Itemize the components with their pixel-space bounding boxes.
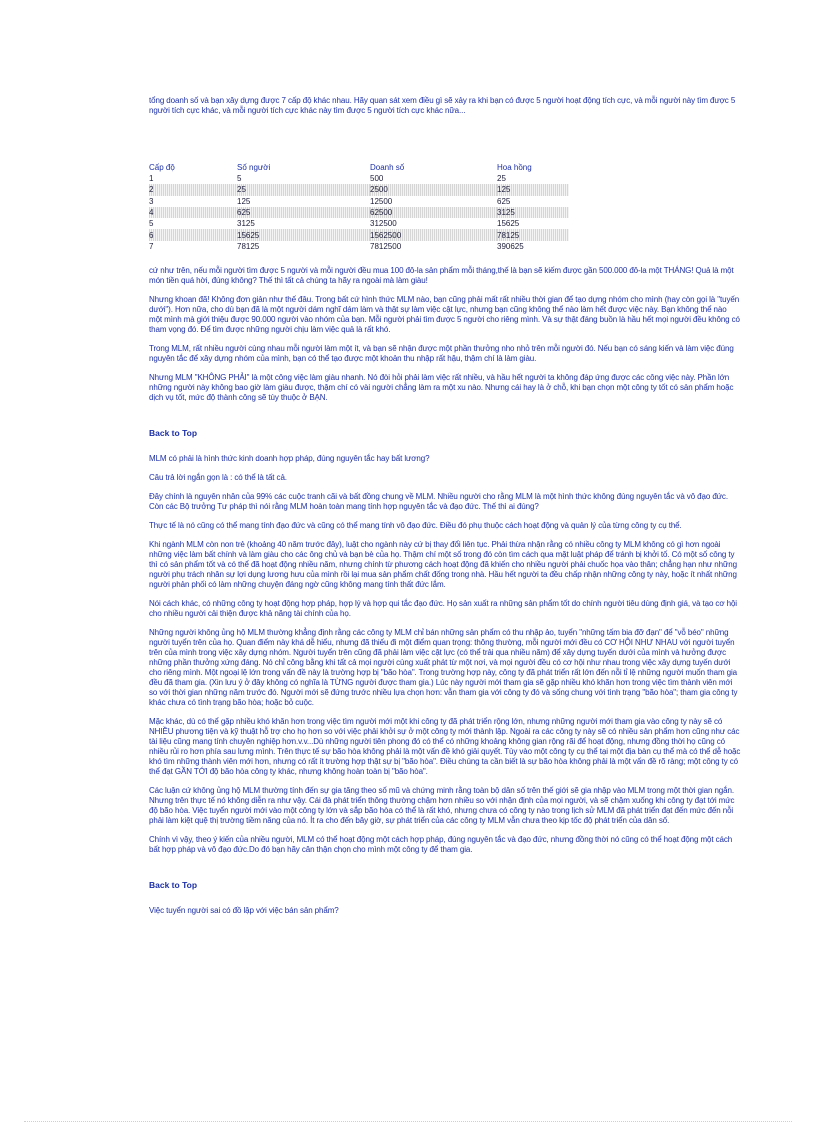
cell-sales: 1562500 (370, 229, 497, 240)
cell-commission: 25 (497, 174, 506, 184)
cell-people: 15625 (237, 229, 370, 240)
paragraph: Trong MLM, rất nhiều người cùng nhau mỗi người làm một ít, và bạn sẽ nhận được một phần thưởng nho nhỏ trên mỗi người đó. Nếu bạn có sáng kiến và làm việc đúng nguyên tắc để xây dựng nhóm của mình, bạn có thể tạo được một khoản thu nhập rất hậu, thậm chí là làm giàu. (149, 344, 734, 364)
table-row (149, 173, 569, 184)
paragraph: Đây chính là nguyên nhân của 99% các cuộc tranh cãi và bất đồng chung về MLM. Nhiều người cho rằng MLM là một hình thức không đúng nguyên tắc và vô đạo đức. Còn các Bộ trưởng Tư pháp thì nói rằng MLM hoàn toàn mang tính hợp nguyên tắc và đạo đức. Thế thì ai đúng? (149, 492, 728, 512)
cell-level: 1 (149, 174, 154, 184)
cell-people: 25 (237, 184, 370, 195)
header-sales: Doanh số (370, 163, 405, 172)
back-to-top-link[interactable]: Back to Top (149, 428, 198, 439)
cell-commission: 3125 (497, 207, 569, 218)
cell-people: 5 (237, 174, 242, 184)
paragraph: Các luận cứ không ủng hộ MLM thường tính đến sự gia tăng theo số mũ và chứng minh rằng toàn bộ dân số trên thế giới sẽ gia nhập vào MLM trong một thời gian ngắn. Nhưng trên thực tế nó không diễn ra như vậy. Cái đà phát triển thông thường chậm hơn nhiều so với nhận định của mọi người, và sẽ chậm xuống khi công ty đạt tới mức độ bão hòa. Việc tuyển người mới vào một công ty lớn và sắp bão hòa có thể là rất khó, nhưng chưa có công ty nào trong lịch sử MLM đã phát triển đạt đến mức đến nỗi phải làm kiệt quệ thị trường tiềm năng của nó. Ít ra cho đến bây giờ, sự phát triển của các công ty MLM vẫn chưa theo kịp tốc độ phát triển của dân số. (149, 786, 735, 826)
cell-level: 3 (149, 196, 154, 206)
cell-level: 6 (149, 229, 237, 240)
cell-people: 125 (237, 196, 251, 206)
back-to-top-link[interactable]: Back to Top (149, 880, 198, 891)
table-header-row (149, 162, 569, 173)
paragraph: Câu trả lời ngắn gọn là : có thể là tất cả. (149, 473, 287, 483)
section-question: MLM có phải là hình thức kinh doanh hợp pháp, đúng nguyên tắc hay bất lương? (149, 454, 430, 464)
cell-people: 78125 (237, 241, 260, 251)
paragraph: Nói cách khác, có những công ty hoạt động hợp pháp, hợp lý và hợp qui tắc đạo đức. Họ sản xuất ra những sản phẩm tốt do chính người tiêu dùng định giá, và tạo cơ hội cho nhiều người cải thiện được khả năng tài chính của họ. (149, 599, 737, 619)
cell-sales: 500 (370, 174, 384, 184)
cell-level: 4 (149, 207, 237, 218)
header-commission: Hoa hồng (497, 163, 532, 172)
paragraph: Mặc khác, dù có thể gặp nhiều khó khăn hơn trong việc tìm người mới một khi công ty đã phát triển rộng lớn, nhưng những người mới tham gia vào công ty này sẽ có NHIỀU phương tiện và kỹ thuật hỗ trợ cho họ hơn so với việc phải khởi sự ở một công ty mới thành lập. Ngoài ra các công ty này sẽ có nhiều sản phẩm hơn cũng như các tài liệu cũng mang tính chuyên nghiệp hơn.v.v...Dù những người tiên phong đó có thể có những khoảng không gian rộng rãi để hoạt động, nhưng đồng thời họ cũng có nhiều rủi ro hơn phía sau lưng mình. Trên thực tế sự bão hòa không phải là một vấn đề khó giải quyết. Tùy vào một công ty cụ thể tại một địa bàn cụ thể mà có thể dễ hoặc khó tìm những thành viên mới hơn, nhưng có rất ít trường hợp thật sự bị "bão hòa". Điều chúng ta cần biết là sự bão hòa không phải là một vấn đề rõ ràng; một công ty có thể đạt GẦN TỚI độ bão hòa công ty khác, nhưng không hoàn toàn bị "bão hòa". (149, 717, 741, 777)
cell-sales: 2500 (370, 184, 497, 195)
section-question: Việc tuyển người sai có đồ lập với việc bán sản phẩm? (149, 906, 339, 916)
cell-commission: 15625 (497, 219, 520, 229)
header-people: Số người (237, 163, 271, 172)
intro-paragraph: tổng doanh số và bạn xây dựng được 7 cấp độ khác nhau. Hãy quan sát xem điều gì sẽ xảy ra khi bạn có được 5 người hoạt động tích cực, và mỗi người này tìm được 5 người tích cực khác, và mỗi người tích cực khác này tìm được 5 người tích cực khác nữa... (149, 96, 736, 115)
paragraph: Thực tế là nó cũng có thể mang tính đạo đức và cũng có thể mang tính vô đạo đức. Điều đó phụ thuộc cách hoạt động và quản lý của từng công ty cụ thể. (149, 521, 682, 531)
cell-commission: 125 (497, 184, 569, 195)
paragraph: Nhưng khoan đã! Không đơn giản như thế đâu. Trong bất cứ hình thức MLM nào, bạn cũng phải mất rất nhiều thời gian để tạo dựng nhóm cho mình (hay còn gọi là "tuyến dưới"). Hơn nữa, cho dù bạn đã là một người dám nghĩ dám làm và thật sự làm việc cật lực, nhưng bạn cũng không thể nào làm hết được việc này. Bạn không thể nào một mình mà giới thiệu được 90.000 người vào nhóm của bạn. Mỗi người phải tìm được 5 người cho riêng mình. Và sự thật đáng buồn là hầu hết mọi người đều không có tham vọng đó. Để tìm được những người chịu làm việc quả là rất khó. (149, 295, 740, 335)
paragraph: Chính vì vậy, theo ý kiến của nhiều người, MLM có thể hoạt động một cách hợp pháp, đúng nguyên tắc và đạo đức, nhưng đồng thời nó cũng có thể hoạt động một cách bất hợp pháp và vô đạo đức.Do đó bạn hãy cân thận chọn cho mình một công ty để tham gia. (149, 835, 733, 855)
table-row (149, 241, 569, 252)
cell-commission: 78125 (497, 229, 569, 240)
header-level: Cấp độ (149, 163, 175, 172)
paragraph: Những người không ủng hộ MLM thường khẳng định rằng các công ty MLM chỉ bán những sản phẩm có thu nhập ảo, tuyển "những tấm bia đỡ đạn" để "vỗ béo" những người tuyển trên của họ. Quan điểm này khá dễ hiểu, nhưng đã thiếu đi một điểm quan trọng: thông thường, mỗi người mới đều có CƠ HỘI NHƯ NHAU với người tuyển trên của mình trong việc xây dựng nhóm. Người tuyển trên cũng đã phải làm việc cật lực (có thể trải qua nhiều năm) để xây dựng tuyến dưới của mình và hưởng được những phần thưởng xứng đáng. Nó chỉ công bằng khi tất cả mọi người cùng xuất phát từ một nơi, và mọi người đều có cơ hội như nhau trong việc xây dựng tuyến dưới cho riêng mình. Một ngoại lệ lớn trong vấn đề này là trường hợp bị "bão hòa". Trong trường hợp này, công ty đã phát triển rất lớn đến nỗi tỉ lệ những người muốn tham gia đều đã tham gia. (Xin lưu ý ở đây không có nghĩa là TỪNG người được tham gia.) Lúc này người mới tham gia sẽ gặp nhiều khó khăn hơn trong việc tìm thành viên mới so với thời gian những năm trước đó. Người mới sẽ đứng trước nhiều lựa chọn hơn: vẫn tham gia với công ty đó và sống chung với tình trạng "bão hòa"; tham gia công ty khác chưa có tình trạng bão hòa; hoặc bỏ cuộc. (149, 628, 738, 708)
paragraph: Khi ngành MLM còn non trẻ (khoảng 40 năm trước đây), luật cho ngành này cứ bị thay đổi liên tục. Phải thừa nhận rằng có nhiều công ty MLM không có gì hơn ngoài những việc làm bất chính và làm giàu cho các ông chủ và bạn bè của họ. Thậm chí một số trong đó còn tìm cách qua mặt luật pháp để tránh bị khởi tố. Có một số công ty thì có sản phẩm tốt và có thể đã hoạt động nhiều năm, nhưng chính từ phương cách hoạt động đã khiến cho nhiều người phải chuốc họa vào thân; chẳng hạn như những người phụ trách nhân sự lợi dụng lương hưu của mình rồi lại mua sản phẩm chất đống trong nhà. Hầu hết người ta đều chấp nhận những công ty này, hoặc ít nhất những người phản phối có làm những chuyện đáng ngờ cũng không mang tính thất đức lắm. (149, 540, 737, 590)
cell-sales: 312500 (370, 219, 397, 229)
document-body (149, 96, 741, 925)
cell-commission: 390625 (497, 241, 524, 251)
table-row (149, 184, 569, 195)
cell-level: 2 (149, 184, 237, 195)
cell-level: 7 (149, 241, 154, 251)
cell-sales: 62500 (370, 207, 497, 218)
cell-level: 5 (149, 219, 154, 229)
table-row (149, 196, 569, 207)
cell-sales: 7812500 (370, 241, 402, 251)
cell-commission: 625 (497, 196, 511, 206)
commission-table (149, 162, 569, 252)
table-row (149, 229, 569, 240)
cell-people: 625 (237, 207, 370, 218)
cell-people: 3125 (237, 219, 255, 229)
paragraph: Nhưng MLM "KHÔNG PHẢI" là một công việc làm giàu nhanh. Nó đòi hỏi phải làm việc rất nhiều, và hầu hết người ta không đáp ứng được các công việc này. Phần lớn những người này không bao giờ làm giàu được, thậm chí có vài người chẳng làm ra một xu nào. Nhưng cái hay là ở chỗ, khi bạn chọn một công ty tốt có sản phẩm hoặc dịch vụ tốt, mức độ thành công sẽ tùy thuộc ở BẠN. (149, 373, 734, 403)
table-row (149, 207, 569, 218)
table-row (149, 218, 569, 229)
page-bottom-divider (24, 1121, 792, 1122)
paragraph: cứ như trên, nếu mỗi người tìm được 5 người và mỗi người đều mua 100 đô-la sản phẩm mỗi tháng,thế là bạn sẽ kiếm được gần 500.000 đô-la một THÁNG! Quả là một món tiền quá hời, đúng không? Thế thì tất cả chúng ta hãy ra ngoài mà làm giàu! (149, 266, 734, 286)
cell-sales: 12500 (370, 196, 393, 206)
